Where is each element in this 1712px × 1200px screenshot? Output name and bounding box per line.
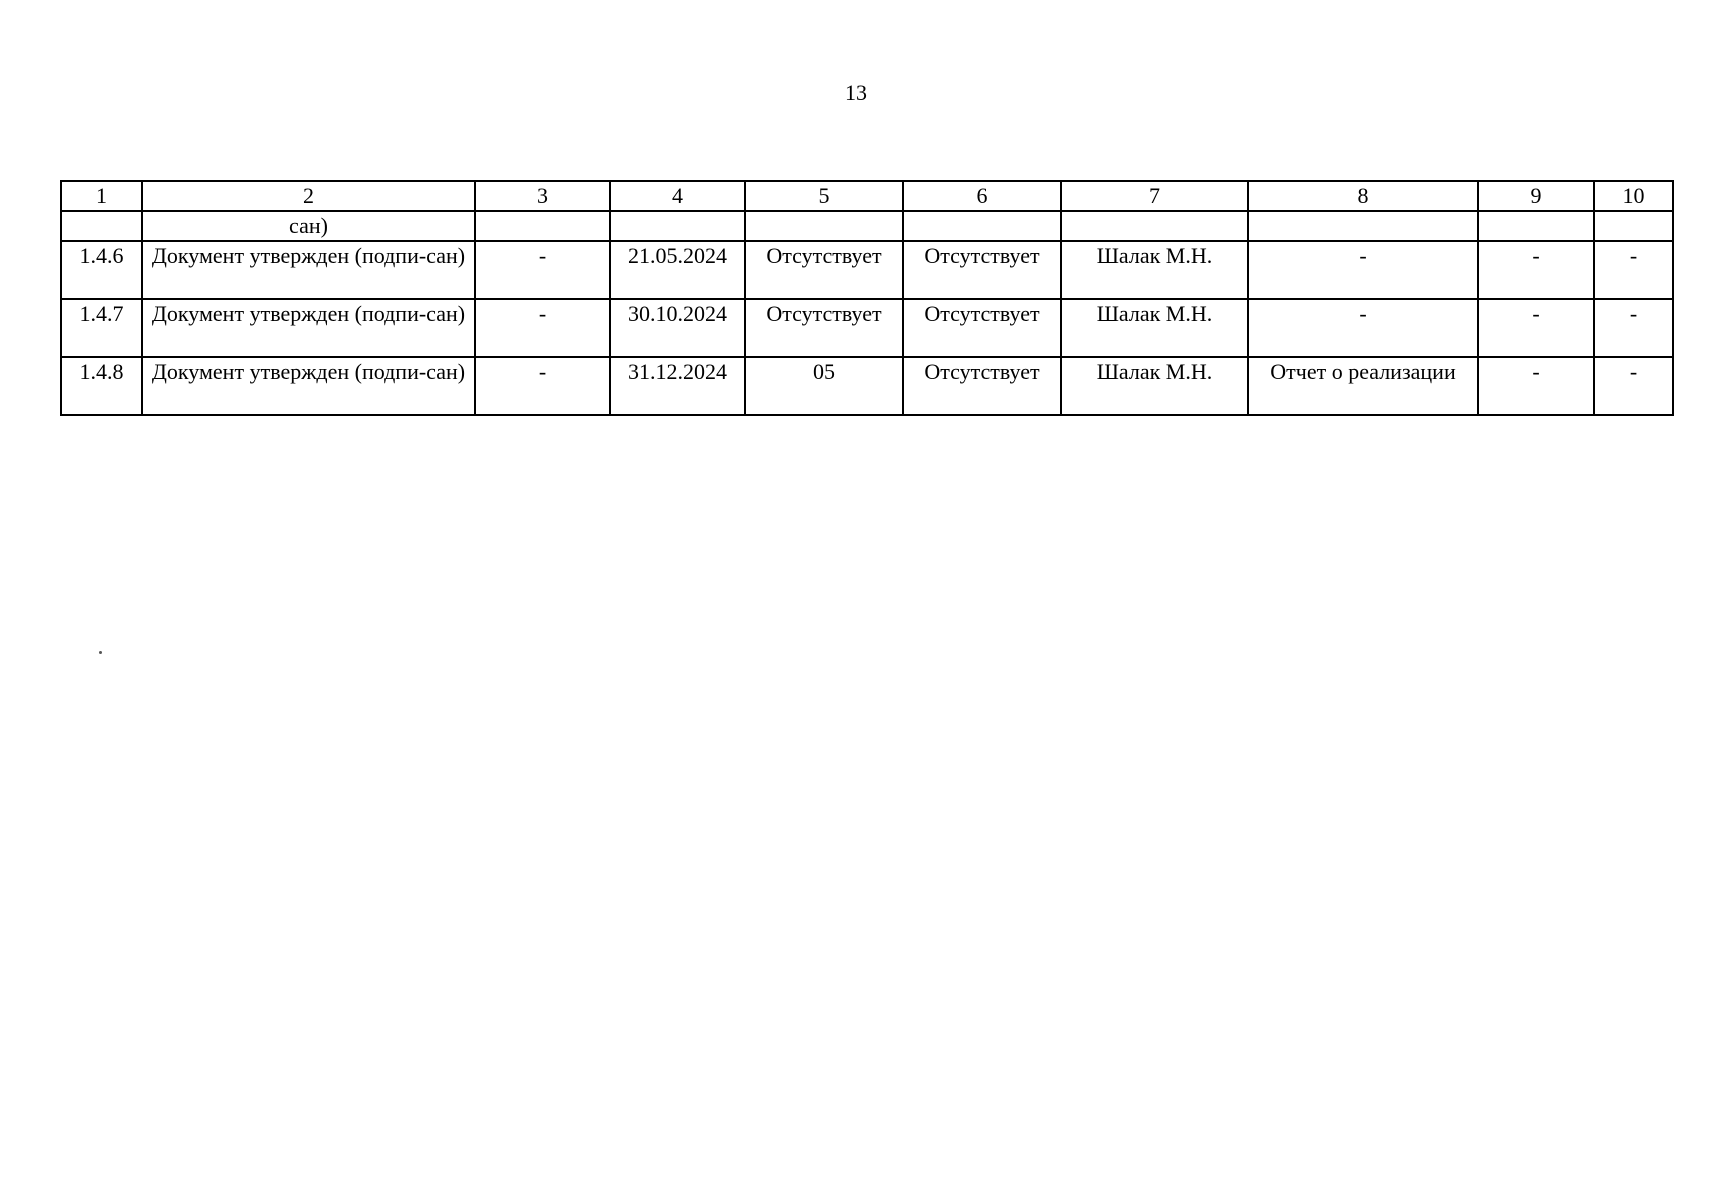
table-cell [610,211,745,241]
table-cell: 05 [745,357,903,415]
date-cell: 31.12.2024 [610,357,745,415]
table-cell: - [475,241,610,299]
table-row-continuation [61,211,1673,241]
table-cell [903,211,1061,241]
table-row [61,299,1673,357]
table-cell: - [475,299,610,357]
table-cell: Документ утвержден (подпи-сан) [142,241,475,299]
table-cell: Отсутствует [903,299,1061,357]
date-cell: 30.10.2024 [610,299,745,357]
column-header: 7 [1061,181,1248,211]
column-header: 6 [903,181,1061,211]
responsible-cell: Шалак М.Н. [1061,357,1248,415]
table-row [61,241,1673,299]
column-header: 3 [475,181,610,211]
table-cell: - [1478,241,1594,299]
table-cell: Документ утвержден (подпи-сан) [142,357,475,415]
table-cell [1061,211,1248,241]
table-header-row [61,181,1673,211]
table-cell: - [1594,357,1673,415]
table-cell: сан) [142,211,475,241]
column-header: 8 [1248,181,1478,211]
table-row [61,357,1673,415]
column-header: 4 [610,181,745,211]
table-cell: Отсутствует [745,241,903,299]
column-header: 10 [1594,181,1673,211]
table-cell: - [1594,241,1673,299]
table-cell [61,211,142,241]
column-header: 9 [1478,181,1594,211]
table-cell [475,211,610,241]
row-number-cell: 1.4.8 [61,357,142,415]
column-header: 5 [745,181,903,211]
row-number-cell: 1.4.7 [61,299,142,357]
responsible-cell: Шалак М.Н. [1061,241,1248,299]
table-cell [1478,211,1594,241]
table-cell [1248,211,1478,241]
table-cell: Отчет о реализации [1248,357,1478,415]
table-cell: Отсутствует [903,357,1061,415]
table-cell: - [475,357,610,415]
table-cell: Документ утвержден (подпи-сан) [142,299,475,357]
column-header: 1 [61,181,142,211]
table-cell: - [1594,299,1673,357]
stray-mark [99,651,102,654]
table-cell [1594,211,1673,241]
table-cell: - [1248,299,1478,357]
column-header: 2 [142,181,475,211]
table-cell [745,211,903,241]
table-cell: Отсутствует [745,299,903,357]
page-number: 13 [845,80,867,105]
date-cell: 21.05.2024 [610,241,745,299]
responsible-cell: Шалак М.Н. [1061,299,1248,357]
table-cell: Отсутствует [903,241,1061,299]
table-cell: - [1478,299,1594,357]
table-cell: - [1248,241,1478,299]
document-table [60,180,1674,416]
table-cell: - [1478,357,1594,415]
row-number-cell: 1.4.6 [61,241,142,299]
